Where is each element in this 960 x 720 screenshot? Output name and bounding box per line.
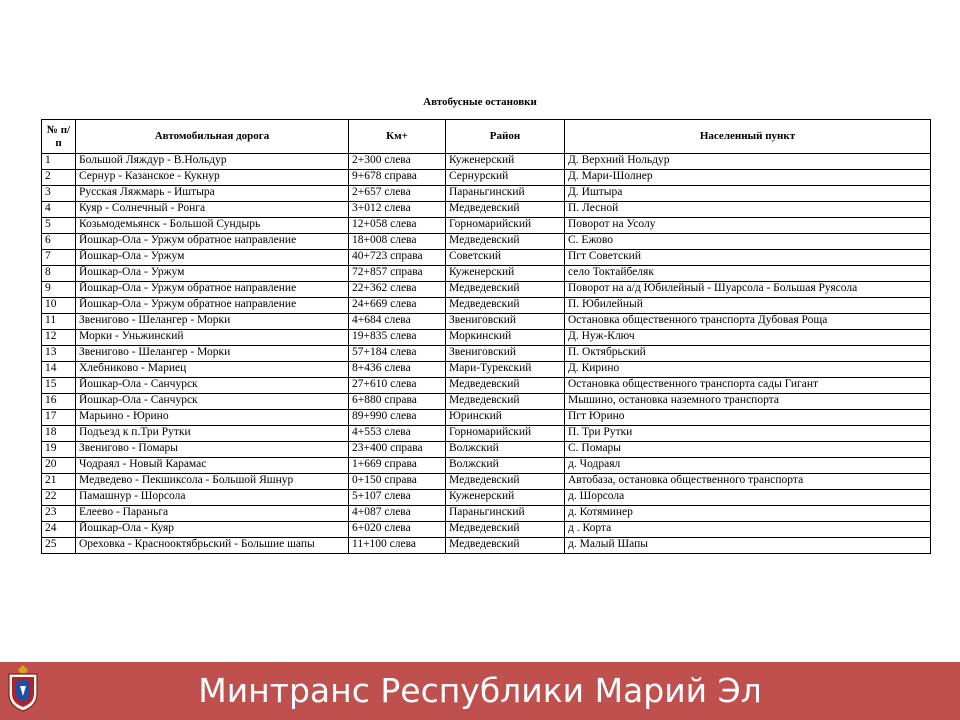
- table-row: [42, 298, 931, 314]
- cell-number: 22: [42, 490, 76, 506]
- table-body: [42, 154, 931, 554]
- table-row: [42, 426, 931, 442]
- table-row: [42, 474, 931, 490]
- cell-number: 21: [42, 474, 76, 490]
- cell-district: Медведевский: [446, 234, 565, 250]
- cell-road: Морки - Уньжинский: [76, 330, 349, 346]
- table-row: [42, 282, 931, 298]
- cell-district: Куженерский: [446, 154, 565, 170]
- cell-district: Юринский: [446, 410, 565, 426]
- cell-km: 2+300 слева: [349, 154, 446, 170]
- table-row: [42, 330, 931, 346]
- cell-km: 9+678 справа: [349, 170, 446, 186]
- cell-km: 11+100 слева: [349, 538, 446, 554]
- cell-settlement: П. Октябрьский: [565, 346, 931, 362]
- table-row: [42, 362, 931, 378]
- cell-number: 23: [42, 506, 76, 522]
- cell-district: Медведевский: [446, 538, 565, 554]
- cell-district: Медведевский: [446, 282, 565, 298]
- cell-road: Медведево - Пекшиксола - Большой Яшнур: [76, 474, 349, 490]
- cell-km: 12+058 слева: [349, 218, 446, 234]
- cell-settlement: Д. Нуж-Ключ: [565, 330, 931, 346]
- cell-km: 27+610 слева: [349, 378, 446, 394]
- table-row: [42, 170, 931, 186]
- cell-road: Русская Ляжмарь - Иштыра: [76, 186, 349, 202]
- document-title: Автобусные остановки: [423, 96, 537, 108]
- cell-number: 12: [42, 330, 76, 346]
- cell-settlement: С. Помары: [565, 442, 931, 458]
- cell-road: Подъезд к п.Три Рутки: [76, 426, 349, 442]
- cell-number: 7: [42, 250, 76, 266]
- cell-settlement: д. Котяминер: [565, 506, 931, 522]
- cell-number: 4: [42, 202, 76, 218]
- table-row: [42, 490, 931, 506]
- cell-number: 15: [42, 378, 76, 394]
- cell-road: Большой Ляждур - В.Нольдур: [76, 154, 349, 170]
- cell-district: Сернурский: [446, 170, 565, 186]
- cell-settlement: Д. Иштыра: [565, 186, 931, 202]
- cell-district: Медведевский: [446, 394, 565, 410]
- cell-number: 14: [42, 362, 76, 378]
- cell-district: Волжский: [446, 458, 565, 474]
- cell-settlement: Автобаза, остановка общественного транспорта: [565, 474, 931, 490]
- cell-number: 25: [42, 538, 76, 554]
- cell-settlement: Остановка общественного транспорта сады Гигант: [565, 378, 931, 394]
- cell-number: 10: [42, 298, 76, 314]
- cell-settlement: П. Лесной: [565, 202, 931, 218]
- cell-settlement: д. Шорсола: [565, 490, 931, 506]
- cell-road: Марьино - Юрино: [76, 410, 349, 426]
- cell-district: Медведевский: [446, 298, 565, 314]
- cell-km: 57+184 слева: [349, 346, 446, 362]
- table-row: [42, 506, 931, 522]
- cell-km: 4+553 слева: [349, 426, 446, 442]
- table-row: [42, 314, 931, 330]
- cell-km: 22+362 слева: [349, 282, 446, 298]
- cell-settlement: Д. Кирино: [565, 362, 931, 378]
- cell-road: Йошкар-Ола - Санчурск: [76, 378, 349, 394]
- cell-settlement: Д. Мари-Шолнер: [565, 170, 931, 186]
- cell-km: 2+657 слева: [349, 186, 446, 202]
- cell-district: Медведевский: [446, 474, 565, 490]
- header-settlement: Населенный пункт: [565, 120, 931, 154]
- cell-district: Медведевский: [446, 202, 565, 218]
- cell-district: Куженерский: [446, 490, 565, 506]
- cell-number: 11: [42, 314, 76, 330]
- cell-settlement: Пгт Советский: [565, 250, 931, 266]
- cell-km: 0+150 справа: [349, 474, 446, 490]
- header-district: Район: [446, 120, 565, 154]
- cell-road: Йошкар-Ола - Уржум обратное направление: [76, 234, 349, 250]
- cell-km: 1+669 справа: [349, 458, 446, 474]
- cell-road: Йошкар-Ола - Уржум обратное направление: [76, 282, 349, 298]
- cell-settlement: Остановка общественного транспорта Дубовая Роща: [565, 314, 931, 330]
- cell-settlement: д. Малый Шапы: [565, 538, 931, 554]
- table-row: [42, 442, 931, 458]
- cell-district: Советский: [446, 250, 565, 266]
- cell-settlement: д . Корта: [565, 522, 931, 538]
- cell-number: 9: [42, 282, 76, 298]
- table-header-row: [42, 120, 931, 154]
- cell-settlement: П. Юбилейный: [565, 298, 931, 314]
- cell-number: 19: [42, 442, 76, 458]
- cell-road: Йошкар-Ола - Куяр: [76, 522, 349, 538]
- cell-number: 17: [42, 410, 76, 426]
- cell-settlement: С. Ежово: [565, 234, 931, 250]
- table-row: [42, 234, 931, 250]
- cell-district: Волжский: [446, 442, 565, 458]
- cell-settlement: село Токтайбеляк: [565, 266, 931, 282]
- cell-settlement: Д. Верхний Нольдур: [565, 154, 931, 170]
- header-road: Автомобильная дорога: [76, 120, 349, 154]
- cell-km: 4+087 слева: [349, 506, 446, 522]
- cell-settlement: д. Чодраял: [565, 458, 931, 474]
- cell-km: 6+880 справа: [349, 394, 446, 410]
- cell-road: Сернур - Казанское - Кукнур: [76, 170, 349, 186]
- header-number: № п/п: [42, 120, 76, 154]
- cell-settlement: Поворот на Усолу: [565, 218, 931, 234]
- footer-bar: [0, 662, 960, 720]
- table-row: [42, 202, 931, 218]
- table-row: [42, 154, 931, 170]
- cell-km: 19+835 слева: [349, 330, 446, 346]
- cell-road: Ореховка - Краснооктябрьский - Большие шапы: [76, 538, 349, 554]
- table-row: [42, 346, 931, 362]
- table-row: [42, 538, 931, 554]
- cell-road: Йошкар-Ола - Уржум: [76, 266, 349, 282]
- cell-road: Памашнур - Шорсола: [76, 490, 349, 506]
- cell-road: Звенигово - Шелангер - Морки: [76, 346, 349, 362]
- cell-number: 3: [42, 186, 76, 202]
- cell-settlement: Поворот на а/д Юбилейный - Шуарсола - Большая Руясола: [565, 282, 931, 298]
- cell-district: Звениговский: [446, 346, 565, 362]
- cell-km: 8+436 слева: [349, 362, 446, 378]
- cell-settlement: Пгт Юрино: [565, 410, 931, 426]
- cell-road: Звенигово - Помары: [76, 442, 349, 458]
- table-row: [42, 266, 931, 282]
- cell-number: 5: [42, 218, 76, 234]
- cell-road: Йошкар-Ола - Уржум обратное направление: [76, 298, 349, 314]
- footer-title: Минтранс Республики Марий Эл: [198, 671, 762, 710]
- cell-road: Звенигово - Шелангер - Морки: [76, 314, 349, 330]
- cell-district: Медведевский: [446, 378, 565, 394]
- cell-km: 6+020 слева: [349, 522, 446, 538]
- cell-district: Моркинский: [446, 330, 565, 346]
- cell-number: 6: [42, 234, 76, 250]
- cell-number: 20: [42, 458, 76, 474]
- cell-road: Елеево - Параньга: [76, 506, 349, 522]
- cell-district: Параньгинский: [446, 506, 565, 522]
- bus-stops-table: [41, 119, 931, 554]
- cell-road: Хлебниково - Мариец: [76, 362, 349, 378]
- header-km: Км+: [349, 120, 446, 154]
- table-row: [42, 250, 931, 266]
- cell-district: Куженерский: [446, 266, 565, 282]
- cell-km: 3+012 слева: [349, 202, 446, 218]
- table-row: [42, 410, 931, 426]
- cell-km: 4+684 слева: [349, 314, 446, 330]
- cell-road: Куяр - Солнечный - Ронга: [76, 202, 349, 218]
- table-row: [42, 522, 931, 538]
- cell-number: 13: [42, 346, 76, 362]
- cell-km: 5+107 слева: [349, 490, 446, 506]
- cell-road: Чодраял - Новый Карамас: [76, 458, 349, 474]
- cell-district: Звениговский: [446, 314, 565, 330]
- cell-km: 23+400 справа: [349, 442, 446, 458]
- cell-number: 1: [42, 154, 76, 170]
- table-row: [42, 458, 931, 474]
- cell-number: 24: [42, 522, 76, 538]
- cell-road: Козьмодемьянск - Большой Сундырь: [76, 218, 349, 234]
- table-row: [42, 378, 931, 394]
- cell-district: Параньгинский: [446, 186, 565, 202]
- cell-km: 72+857 справа: [349, 266, 446, 282]
- cell-district: Медведевский: [446, 522, 565, 538]
- cell-district: Горномарийский: [446, 218, 565, 234]
- table-row: [42, 186, 931, 202]
- cell-number: 2: [42, 170, 76, 186]
- cell-km: 24+669 слева: [349, 298, 446, 314]
- table-row: [42, 394, 931, 410]
- cell-settlement: Мышино, остановка наземного транспорта: [565, 394, 931, 410]
- cell-road: Йошкар-Ола - Санчурск: [76, 394, 349, 410]
- cell-settlement: П. Три Рутки: [565, 426, 931, 442]
- cell-district: Мари-Турекский: [446, 362, 565, 378]
- cell-km: 89+990 слева: [349, 410, 446, 426]
- cell-district: Горномарийский: [446, 426, 565, 442]
- cell-number: 16: [42, 394, 76, 410]
- table-row: [42, 218, 931, 234]
- cell-road: Йошкар-Ола - Уржум: [76, 250, 349, 266]
- cell-number: 18: [42, 426, 76, 442]
- coat-of-arms-icon: [6, 664, 40, 712]
- cell-km: 18+008 слева: [349, 234, 446, 250]
- cell-number: 8: [42, 266, 76, 282]
- cell-km: 40+723 справа: [349, 250, 446, 266]
